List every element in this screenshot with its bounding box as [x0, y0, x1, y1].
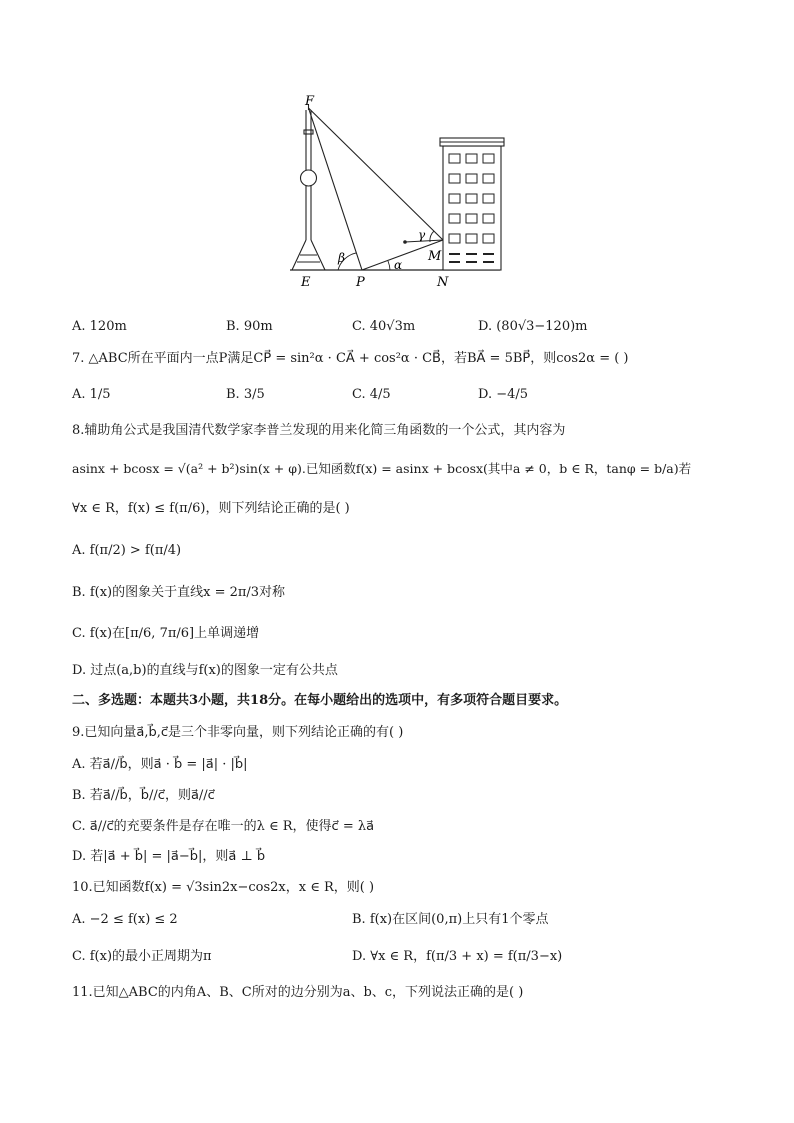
q7-option-d: D. −4/5 [478, 387, 529, 402]
q8-line-3: ∀x ∈ R，f(x) ≤ f(π/6)，则下列结论正确的是( ) [72, 501, 350, 516]
q9-stem: 9.已知向量a⃗,b⃗,c⃗是三个非零向量，则下列结论正确的有( ) [72, 725, 404, 740]
q6-option-a: A. 120m [72, 319, 127, 334]
q8-line-2: asinx + bcosx = √(a² + b²)sin(x + φ).已知函数f(x) = asinx + bcosx(其中a ≠ 0，b ∈ R，tanφ = b/a)若 [72, 461, 692, 476]
q9-option-a: A. 若a⃗//b⃗，则a⃗ · b⃗ = |a⃗| · |b⃗| [72, 757, 248, 772]
q9-option-b: B. 若a⃗//b⃗，b⃗//c⃗，则a⃗//c⃗ [72, 788, 215, 803]
q8-option-b: B. f(x)的图象关于直线x = 2π/3对称 [72, 585, 286, 600]
section-2-heading: 二、多选题：本题共3小题，共18分。在每小题给出的选项中，有多项符合题目要求。 [72, 693, 568, 708]
q10-option-d: D. ∀x ∈ R，f(π/3 + x) = f(π/3−x) [352, 949, 563, 964]
q10-option-c: C. f(x)的最小正周期为π [72, 949, 212, 964]
q6-option-c: C. 40√3m [352, 319, 416, 334]
tv-tower [292, 104, 325, 270]
label-alpha: α [394, 258, 403, 272]
q11-stem: 11.已知△ABC的内角A、B、C所对的边分别为a、b、c，下列说法正确的是( ) [72, 985, 524, 1000]
q8-option-d: D. 过点(a,b)的直线与f(x)的图象一定有公共点 [72, 663, 338, 678]
q8-line-1: 8.辅助角公式是我国清代数学家李普兰发现的用来化简三角函数的一个公式，其内容为 [72, 423, 566, 438]
q7-option-c: C. 4/5 [352, 387, 391, 402]
q8-option-a: A. f(π/2) > f(π/4) [72, 543, 182, 558]
label-M: M [428, 249, 442, 264]
label-N: N [437, 275, 449, 290]
q7-stem: 7. △ABC所在平面内一点P满足CP⃗ = sin²α · CA⃗ + cos²α · CB⃗，若BA⃗ = 5BP⃗，则cos2α = ( ) [72, 351, 629, 366]
q9-option-d: D. 若|a⃗ + b⃗| = |a⃗−b⃗|，则a⃗ ⊥ b⃗ [72, 849, 266, 864]
q7-option-b: B. 3/5 [226, 387, 265, 402]
label-P: P [356, 275, 365, 290]
q8-option-c: C. f(x)在[π/6, 7π/6]上单调递增 [72, 626, 260, 641]
q6-option-b: B. 90m [226, 319, 273, 334]
label-gamma: γ [418, 228, 426, 242]
geometry-figure [280, 90, 520, 290]
q9-option-c: C. a⃗//c⃗的充要条件是存在唯一的λ ∈ R，使得c⃗ = λa⃗ [72, 819, 375, 834]
q7-option-a: A. 1/5 [72, 387, 111, 402]
q10-option-b: B. f(x)在区间(0,π)上只有1个零点 [352, 912, 549, 927]
q6-option-d: D. (80√3−120)m [478, 319, 588, 334]
label-F: F [305, 94, 315, 109]
label-E: E [301, 275, 311, 290]
q10-stem: 10.已知函数f(x) = √3sin2x−cos2x，x ∈ R，则( ) [72, 880, 375, 895]
q10-option-a: A. −2 ≤ f(x) ≤ 2 [72, 912, 178, 927]
label-beta: β [338, 251, 345, 265]
